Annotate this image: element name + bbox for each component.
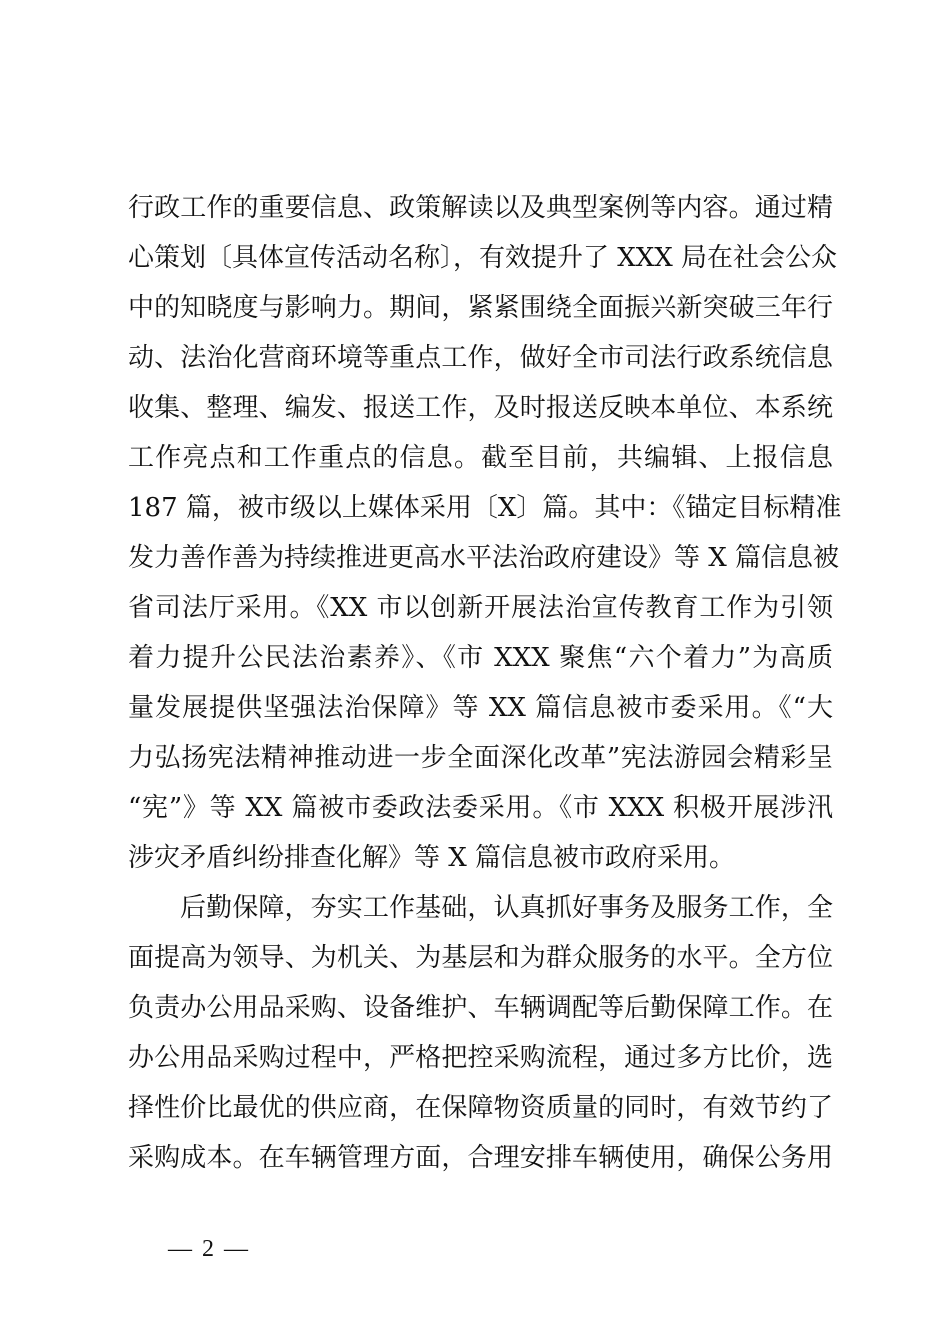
text-line: 择性价比最优的供应商，在保障物资质量的同时，有效节约了 xyxy=(128,1093,833,1123)
text-line: 中的知晓度与影响力。期间，紧紧围绕全面振兴新突破三年行 xyxy=(128,293,833,323)
paragraph-2 xyxy=(128,883,833,1183)
text-line: 后勤保障，夯实工作基础，认真抓好事务及服务工作，全 xyxy=(180,893,833,923)
text-line: 面提高为领导、为机关、为基层和为群众服务的水平。全方位 xyxy=(128,943,833,973)
text-line: 工作亮点和工作重点的信息。截至目前，共编辑、上报信息 xyxy=(128,443,833,473)
text-line: 办公用品采购过程中，严格把控采购流程，通过多方比价，选 xyxy=(128,1043,833,1073)
text-line: 着力提升公民法治素养》、《市 XXX 聚焦“六个着力”为高质 xyxy=(128,643,833,673)
text-line: 动、法治化营商环境等重点工作，做好全市司法行政系统信息 xyxy=(128,343,833,373)
text-line: 心策划〔具体宣传活动名称〕，有效提升了 XXX 局在社会公众 xyxy=(128,243,838,273)
text-line: 涉灾矛盾纠纷排查化解》等 X 篇信息被市政府采用。 xyxy=(128,843,736,873)
text-line: 行政工作的重要信息、政策解读以及典型案例等内容。通过精 xyxy=(128,193,833,223)
text-line: 量发展提供坚强法治保障》等 XX 篇信息被市委采用。《“大 xyxy=(128,693,833,723)
text-line: 负责办公用品采购、设备维护、车辆调配等后勤保障工作。在 xyxy=(128,993,833,1023)
text-line: 187 篇，被市级以上媒体采用〔X〕篇。其中：《锚定目标精准 xyxy=(128,493,842,523)
text-line: 采购成本。在车辆管理方面，合理安排车辆使用，确保公务用 xyxy=(128,1143,833,1173)
paragraph-1 xyxy=(128,183,842,883)
page-number: — 2 — xyxy=(168,1236,250,1262)
body-text xyxy=(128,183,842,1183)
text-line: 力弘扬宪法精神推动进一步全面深化改革”宪法游园会精彩呈 xyxy=(128,743,833,773)
text-line: 收集、整理、编发、报送工作，及时报送反映本单位、本系统 xyxy=(128,393,833,423)
text-line: 省司法厅采用。《XX 市以创新开展法治宣传教育工作为引领 xyxy=(128,593,833,623)
text-line: “宪”》等 XX 篇被市委政法委采用。《市 XXX 积极开展涉汛 xyxy=(128,793,833,823)
text-line: 发力善作善为持续推进更高水平法治政府建设》等 X 篇信息被 xyxy=(128,543,840,573)
